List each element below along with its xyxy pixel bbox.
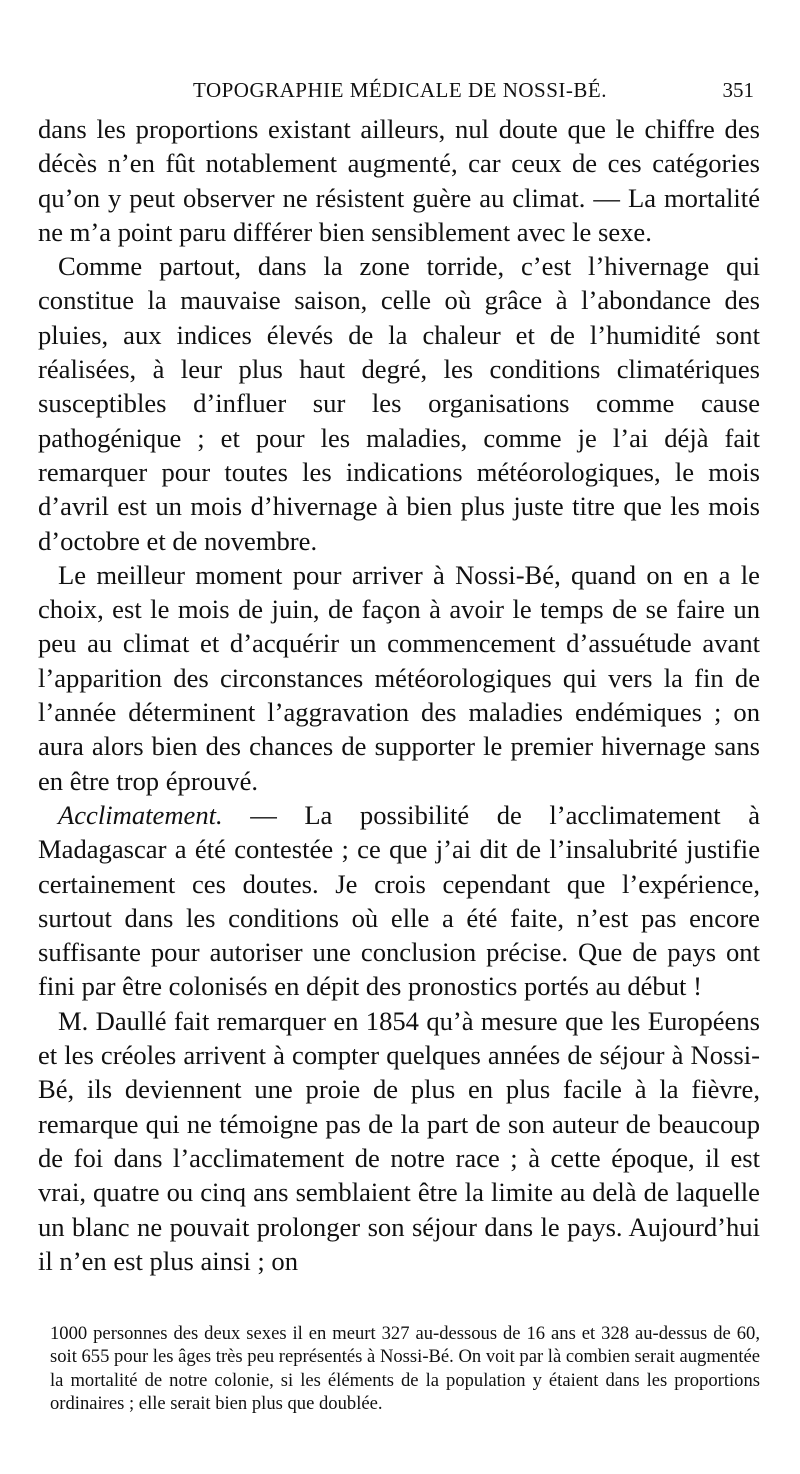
paragraph-4-text: — La possibilité de l’acclimatement à Madagascar a été contestée ; ce que j’ai dit de l’insalubrité justifie certainement ces doutes. Je crois cependant que l’expérience, surtout dans les conditions où elle a été faite, n’est pas encore suffisante pour autoriser une conclusion précise. Que de pays ont fini par être colonisés en dépit des pronostics portés au début ! (38, 799, 760, 1002)
paragraph-5: M. Daullé fait remarquer en 1854 qu’à mesure que les Européens et les créoles arrivent à compter quelques années de séjour à Nossi-Bé, ils deviennent une proie de plus en plus facile à la fièvre, remarque qui ne témoigne pas de la part de son auteur de beaucoup de foi dans l’acclimatement de notre race ; à cette époque, il est vrai, quatre ou cinq ans semblaient être la limite au delà de laquelle un blanc ne pouvait prolonger son séjour dans le pays. Aujourd’hui il n’en est plus ainsi ; on (38, 1005, 760, 1276)
section-heading-acclimatement: Acclimatement. (58, 799, 223, 830)
paragraph-4 (38, 798, 760, 1004)
paragraph-3: Le meilleur moment pour arriver à Nossi-Bé, quand on en a le choix, est le mois de juin, de façon à avoir le temps de se faire un peu au climat et d’acquérir un commencement d’assuétude avant l’apparition des circonstances météorologiques qui vers la fin de l’année déterminent l’aggravation des maladies endémiques ; on aura alors bien des chances de supporter le premier hivernage sans en être trop éprouvé. (38, 559, 760, 796)
running-title: TOPOGRAPHIE MÉDICALE DE NOSSI-BÉ. (193, 78, 607, 102)
footnote-text: 1000 personnes des deux sexes il en meurt 327 au-dessous de 16 ans et 328 au-dessus de 60, soit 655 pour les âges très peu représentés à Nossi-Bé. On voit par là combien serait augmentée la mortalité de notre colonie, si les éléments de la population y étaient dans les proportions ordinaires ; elle serait bien plus que doublée. (50, 1323, 760, 1415)
running-header (40, 78, 760, 108)
paragraph-1: dans les proportions existant ailleurs, nul doute que le chiffre des décès n’en fût notablement augmenté, car ceux de ces catégories qu’on y peut observer ne résistent guère au climat. — La mortalité ne m’a point paru différer bien sensiblement avec le sexe. (38, 114, 760, 247)
main-text (38, 112, 760, 1278)
page-number: 351 (722, 78, 754, 102)
paragraph-2: Comme partout, dans la zone torride, c’est l’hivernage qui constitue la mauvaise saison, celle où grâce à l’abondance des pluies, aux indices élevés de la chaleur et de l’humidité sont réalisées, à leur plus haut degré, les conditions climatériques susceptibles d’influer sur les organisations comme cause pathogénique ; et pour les maladies, comme je l’ai déjà fait remarquer pour toutes les indications météorologiques, le mois d’avril est un mois d’hivernage à bien plus juste titre que les mois d’octobre et de novembre. (38, 251, 760, 556)
footnote (50, 1322, 760, 1416)
